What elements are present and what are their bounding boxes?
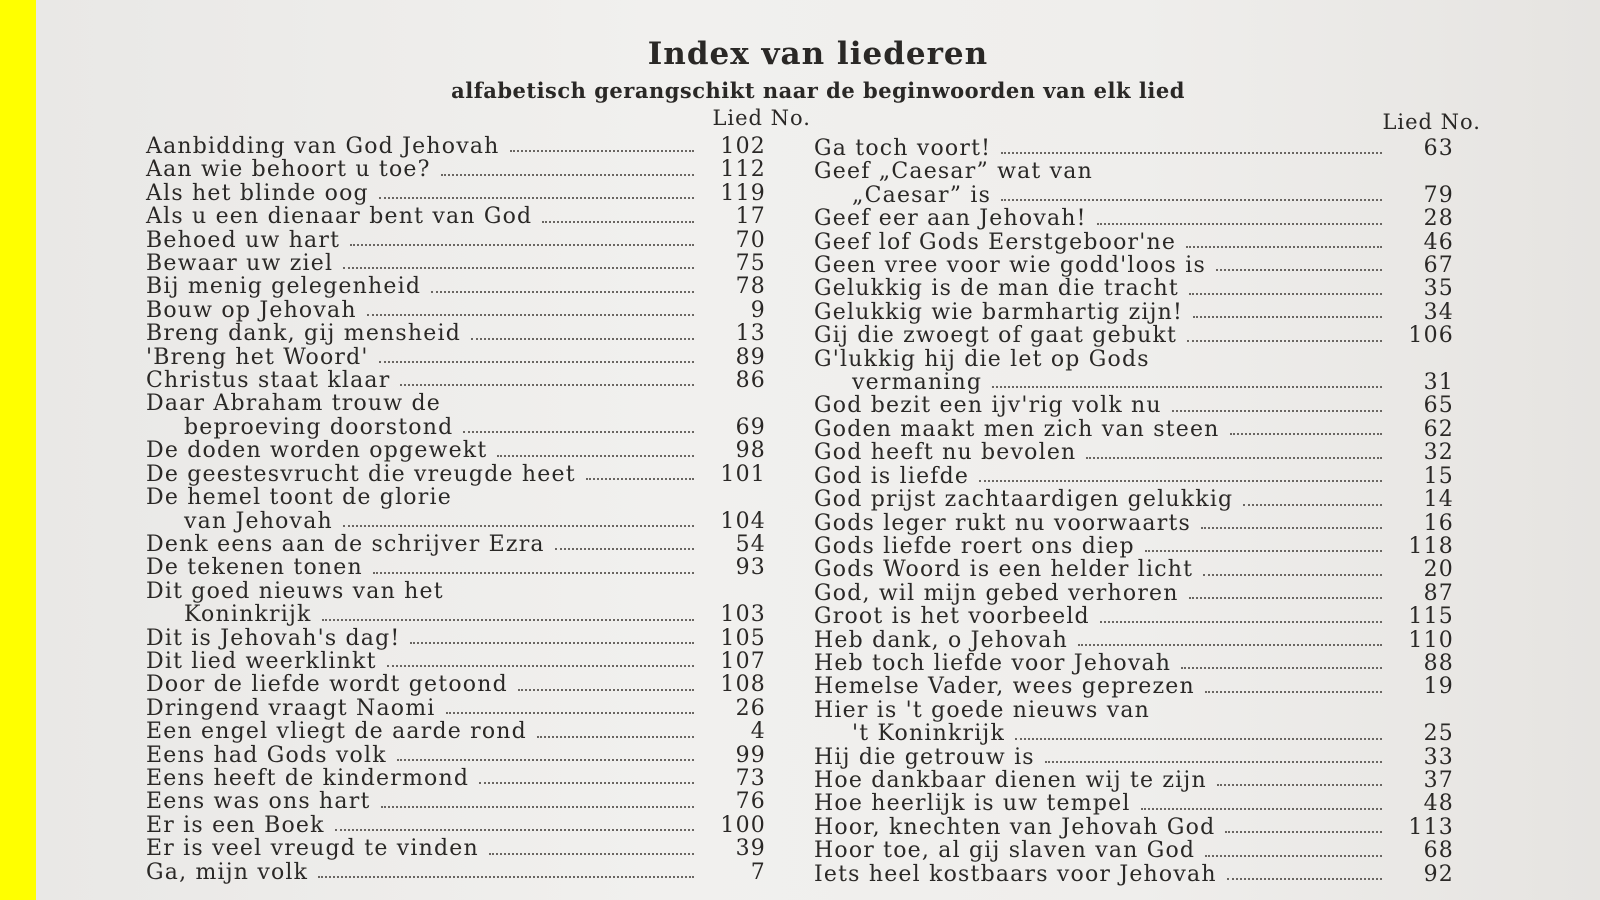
song-entry <box>146 229 766 252</box>
dot-leader <box>1217 784 1382 786</box>
song-title: Dit lied weerklinkt <box>146 648 377 674</box>
song-entry <box>146 135 766 158</box>
dot-leader <box>410 642 694 644</box>
song-number: 99 <box>735 742 766 768</box>
dot-leader <box>537 736 694 738</box>
song-number: 104 <box>720 508 766 534</box>
song-number: 16 <box>1423 510 1454 536</box>
song-number: 63 <box>1423 136 1454 161</box>
dot-leader <box>479 782 694 784</box>
song-number: 37 <box>1423 767 1454 793</box>
song-number: 17 <box>735 204 766 230</box>
dot-leader <box>1078 644 1382 646</box>
song-title: Iets heel kostbaars voor Jehovah <box>814 861 1217 887</box>
song-number: 106 <box>1408 323 1454 349</box>
dot-leader <box>1045 761 1382 763</box>
song-entry <box>146 556 766 579</box>
song-title: Goden maakt men zich van steen <box>814 416 1220 442</box>
song-entry <box>814 675 1454 698</box>
dot-leader <box>379 197 694 199</box>
song-entry <box>814 792 1454 815</box>
dot-leader <box>1172 410 1382 412</box>
dot-leader <box>446 712 694 714</box>
song-title: Christus staat klaar <box>146 368 391 394</box>
song-title: van Jehovah <box>184 508 333 534</box>
song-title: Dringend vraagt Naomi <box>146 695 436 721</box>
song-title: De tekenen tonen <box>146 555 363 581</box>
dot-leader <box>387 665 694 667</box>
song-title: 'Breng het Woord' <box>146 344 369 370</box>
right-song-column <box>814 137 1454 886</box>
song-number: 20 <box>1423 557 1454 583</box>
song-entry <box>146 861 766 884</box>
song-title: Gods liefde roert ons diep <box>814 533 1135 559</box>
song-entry <box>146 533 766 556</box>
song-number: 7 <box>750 859 766 885</box>
song-entry <box>814 137 1454 160</box>
dot-leader <box>1225 831 1382 833</box>
song-entry <box>146 322 766 345</box>
song-title: Aan wie behoort u toe? <box>146 157 431 183</box>
dot-leader <box>1187 340 1382 342</box>
song-number: 31 <box>1423 370 1454 396</box>
song-title: Ga toch voort! <box>814 136 992 161</box>
dot-leader <box>471 338 694 340</box>
song-number: 35 <box>1423 276 1454 302</box>
song-title: Gij die zwoegt of gaat gebukt <box>814 323 1178 349</box>
song-entry <box>146 252 766 275</box>
dot-leader <box>379 361 694 363</box>
song-number: 75 <box>735 251 766 277</box>
song-number: 15 <box>1423 463 1454 489</box>
song-entry <box>814 371 1454 394</box>
song-title: Gelukkig is de man die tracht <box>814 276 1179 302</box>
song-number: 9 <box>750 297 766 323</box>
left-song-column <box>146 135 766 884</box>
song-title: De doden worden opgewekt <box>146 438 488 464</box>
dot-leader <box>1216 269 1382 271</box>
dot-leader <box>518 689 694 691</box>
song-entry <box>146 627 766 650</box>
song-number: 100 <box>720 812 766 838</box>
song-title: Dit goed nieuws van het <box>146 578 444 604</box>
dot-leader <box>992 386 1382 388</box>
song-number: 54 <box>735 531 766 557</box>
song-title: Eens was ons hart <box>146 789 371 815</box>
dot-leader <box>497 455 694 457</box>
dot-leader <box>1201 527 1382 529</box>
song-entry <box>146 650 766 673</box>
song-title: Breng dank, gij mensheid <box>146 321 462 347</box>
dot-leader <box>1230 433 1382 435</box>
song-title: beproeving doorstond <box>184 414 454 440</box>
song-title: Aanbidding van God Jehovah <box>146 134 500 159</box>
song-title: Geef lof Gods Eerstgeboor'ne <box>814 229 1177 255</box>
dot-leader <box>1100 621 1382 623</box>
song-entry <box>814 277 1454 300</box>
index-page <box>36 0 1600 900</box>
song-entry <box>146 720 766 743</box>
song-title: Als het blinde oog <box>146 180 369 206</box>
song-entry <box>814 207 1454 230</box>
dot-leader <box>431 291 694 293</box>
song-entry <box>814 605 1454 628</box>
song-number: 88 <box>1423 650 1454 676</box>
song-entry <box>814 184 1454 207</box>
song-number: 32 <box>1423 440 1454 466</box>
song-entry <box>146 814 766 837</box>
song-entry <box>146 463 766 486</box>
song-title: Hij die getrouw is <box>814 744 1035 770</box>
song-entry <box>146 486 766 509</box>
song-number: 86 <box>735 368 766 394</box>
dot-leader <box>373 572 694 574</box>
dot-leader <box>397 759 694 761</box>
song-entry <box>146 205 766 228</box>
song-number: 79 <box>1423 182 1454 208</box>
song-title: Heb dank, o Jehovah <box>814 627 1068 653</box>
song-entry <box>146 369 766 392</box>
song-entry <box>814 231 1454 254</box>
song-title: De hemel toont de glorie <box>146 485 452 511</box>
song-entry <box>146 744 766 767</box>
song-title: Koninkrijk <box>184 602 312 628</box>
song-title: Een engel vliegt de aarde rond <box>146 719 527 745</box>
yellow-margin-strip <box>0 0 36 900</box>
dot-leader <box>510 150 694 152</box>
song-entry <box>146 158 766 181</box>
song-title: Hoor, knechten van Jehovah God <box>814 814 1216 840</box>
song-number: 113 <box>1408 814 1454 840</box>
song-entry <box>814 441 1454 464</box>
page-title: Index van liederen <box>647 36 989 72</box>
song-title: Door de liefde wordt getoond <box>146 672 508 698</box>
song-title: Denk eens aan de schrijver Ezra <box>146 531 545 557</box>
dot-leader <box>1189 293 1382 295</box>
song-number: 78 <box>735 274 766 300</box>
song-number: 73 <box>735 765 766 791</box>
song-title: Gelukkig wie barmhartig zijn! <box>814 299 1184 325</box>
song-number: 33 <box>1423 744 1454 770</box>
song-title: Bouw op Jehovah <box>146 297 357 323</box>
song-title: G'lukkig hij die let op Gods <box>814 346 1150 372</box>
song-entry <box>146 392 766 415</box>
song-entry <box>146 299 766 322</box>
song-number: 110 <box>1408 627 1454 653</box>
dot-leader <box>1160 363 1382 365</box>
song-number: 102 <box>720 134 766 159</box>
dot-leader <box>343 525 694 527</box>
song-entry <box>146 275 766 298</box>
song-title: Eens had Gods volk <box>146 742 387 768</box>
left-column-header: Lied No. <box>712 106 811 130</box>
song-number: 70 <box>735 227 766 253</box>
dot-leader <box>441 174 694 176</box>
song-number: 93 <box>735 555 766 581</box>
song-number: 28 <box>1423 206 1454 232</box>
song-number: 108 <box>720 672 766 698</box>
song-number: 62 <box>1423 416 1454 442</box>
song-title: Gods Woord is een helder licht <box>814 557 1194 583</box>
song-entry <box>814 722 1454 745</box>
song-number: 112 <box>720 157 766 183</box>
song-title: God bezit een ijv'rig volk nu <box>814 393 1162 419</box>
dot-leader <box>463 431 694 433</box>
song-title: Bij menig gelegenheid <box>146 274 422 300</box>
dot-leader <box>350 244 694 246</box>
song-entry <box>814 582 1454 605</box>
song-number: 89 <box>735 344 766 370</box>
song-entry <box>814 699 1454 722</box>
dot-leader <box>1189 597 1382 599</box>
song-entry <box>146 790 766 813</box>
dot-leader <box>1243 504 1382 506</box>
dot-leader <box>555 548 694 550</box>
song-entry <box>146 603 766 626</box>
song-entry <box>814 652 1454 675</box>
dot-leader <box>322 619 695 621</box>
song-number: 26 <box>735 695 766 721</box>
dot-leader <box>489 853 694 855</box>
song-entry <box>814 418 1454 441</box>
song-entry <box>814 160 1454 183</box>
song-title: Geef eer aan Jehovah! <box>814 206 1087 232</box>
song-number: 115 <box>1408 604 1454 630</box>
song-entry <box>814 488 1454 511</box>
song-entry <box>146 673 766 696</box>
dot-leader <box>1186 246 1382 248</box>
song-title: Hoe heerlijk is uw tempel <box>814 791 1131 817</box>
song-number: 103 <box>720 602 766 628</box>
song-entry <box>814 394 1454 417</box>
song-title: vermaning <box>852 370 983 396</box>
song-title: Bewaar uw ziel <box>146 251 334 277</box>
song-title: God heeft nu bevolen <box>814 440 1077 466</box>
dot-leader <box>381 806 694 808</box>
page-subtitle: alfabetisch gerangschikt naar de beginwoorden van elk lied <box>451 78 1185 103</box>
dot-leader <box>1160 714 1382 716</box>
song-title: De geestesvrucht die vreugde heet <box>146 461 576 487</box>
song-title: God is liefde <box>814 463 970 489</box>
song-number: 34 <box>1423 299 1454 325</box>
dot-leader <box>462 502 694 504</box>
dot-leader <box>451 408 694 410</box>
song-entry <box>146 182 766 205</box>
song-number: 25 <box>1423 721 1454 747</box>
song-entry <box>146 767 766 790</box>
song-entry <box>146 837 766 860</box>
song-number: 101 <box>720 461 766 487</box>
song-title: God, wil mijn gebed verhoren <box>814 580 1179 606</box>
right-column-header: Lied No. <box>1382 110 1481 134</box>
dot-leader <box>1086 457 1382 459</box>
song-title: Hier is 't goede nieuws van <box>814 697 1151 723</box>
song-number: 107 <box>720 648 766 674</box>
song-number: 69 <box>735 414 766 440</box>
song-entry <box>814 863 1454 886</box>
song-title: Groot is het voorbeeld <box>814 604 1090 630</box>
dot-leader <box>1181 667 1382 669</box>
song-title: Dit is Jehovah's dag! <box>146 625 401 651</box>
song-title: „Caesar” is <box>852 182 992 208</box>
song-title: Ga, mijn volk <box>146 859 309 885</box>
song-number: 105 <box>720 625 766 651</box>
dot-leader <box>1097 223 1382 225</box>
song-title: Daar Abraham trouw de <box>146 391 442 417</box>
song-number: 14 <box>1423 487 1454 513</box>
song-title: Gods leger rukt nu voorwaarts <box>814 510 1191 536</box>
song-title: Hoor toe, al gij slaven van God <box>814 838 1196 864</box>
song-entry <box>814 629 1454 652</box>
song-number: 87 <box>1423 580 1454 606</box>
dot-leader <box>335 829 694 831</box>
song-title: Hemelse Vader, wees geprezen <box>814 674 1195 700</box>
song-number: 98 <box>735 438 766 464</box>
song-entry <box>814 301 1454 324</box>
song-number: 119 <box>720 180 766 206</box>
dot-leader <box>586 478 694 480</box>
song-number: 92 <box>1423 861 1454 887</box>
song-entry <box>814 512 1454 535</box>
song-entry <box>814 816 1454 839</box>
song-entry <box>146 510 766 533</box>
song-number: 39 <box>735 836 766 862</box>
song-number: 48 <box>1423 791 1454 817</box>
song-title: Eens heeft de kindermond <box>146 765 470 791</box>
dot-leader <box>1203 574 1382 576</box>
song-number: 67 <box>1423 253 1454 279</box>
dot-leader <box>400 384 694 386</box>
song-title: God prijst zachtaardigen gelukkig <box>814 487 1234 513</box>
song-entry <box>146 580 766 603</box>
dot-leader <box>1145 550 1382 552</box>
song-title: Behoed uw hart <box>146 227 341 253</box>
dot-leader <box>343 267 694 269</box>
dot-leader <box>367 314 694 316</box>
song-entry <box>814 254 1454 277</box>
song-title: Heb toch liefde voor Jehovah <box>814 650 1172 676</box>
song-entry <box>146 416 766 439</box>
song-title: Als u een dienaar bent van God <box>146 204 533 230</box>
song-entry <box>814 746 1454 769</box>
song-title: Geef „Caesar” wat van <box>814 159 1093 185</box>
dot-leader <box>454 595 694 597</box>
dot-leader <box>1015 738 1382 740</box>
song-entry <box>814 348 1454 371</box>
song-title: 't Koninkrijk <box>852 721 1005 747</box>
dot-leader <box>1103 176 1382 178</box>
song-number: 118 <box>1408 533 1454 559</box>
dot-leader <box>318 876 694 878</box>
dot-leader <box>1205 855 1382 857</box>
song-entry <box>814 535 1454 558</box>
song-number: 65 <box>1423 393 1454 419</box>
song-entry <box>146 697 766 720</box>
dot-leader <box>1205 691 1382 693</box>
song-title: Hoe dankbaar dienen wij te zijn <box>814 767 1207 793</box>
dot-leader <box>1141 808 1382 810</box>
song-number: 4 <box>750 719 766 745</box>
song-number: 46 <box>1423 229 1454 255</box>
song-entry <box>814 769 1454 792</box>
song-title: Er is veel vreugd te vinden <box>146 836 479 862</box>
song-entry <box>814 839 1454 862</box>
song-number: 13 <box>735 321 766 347</box>
dot-leader <box>1001 152 1382 154</box>
song-entry <box>814 465 1454 488</box>
dot-leader <box>1193 316 1382 318</box>
dot-leader <box>1001 199 1382 201</box>
song-number: 68 <box>1423 838 1454 864</box>
song-title: Geen vree voor wie godd'loos is <box>814 253 1206 279</box>
song-entry <box>814 558 1454 581</box>
song-entry <box>814 324 1454 347</box>
song-number: 76 <box>735 789 766 815</box>
song-title: Er is een Boek <box>146 812 325 838</box>
dot-leader <box>1227 878 1382 880</box>
song-number: 19 <box>1423 674 1454 700</box>
song-entry <box>146 346 766 369</box>
dot-leader <box>542 221 694 223</box>
song-entry <box>146 439 766 462</box>
dot-leader <box>979 480 1382 482</box>
